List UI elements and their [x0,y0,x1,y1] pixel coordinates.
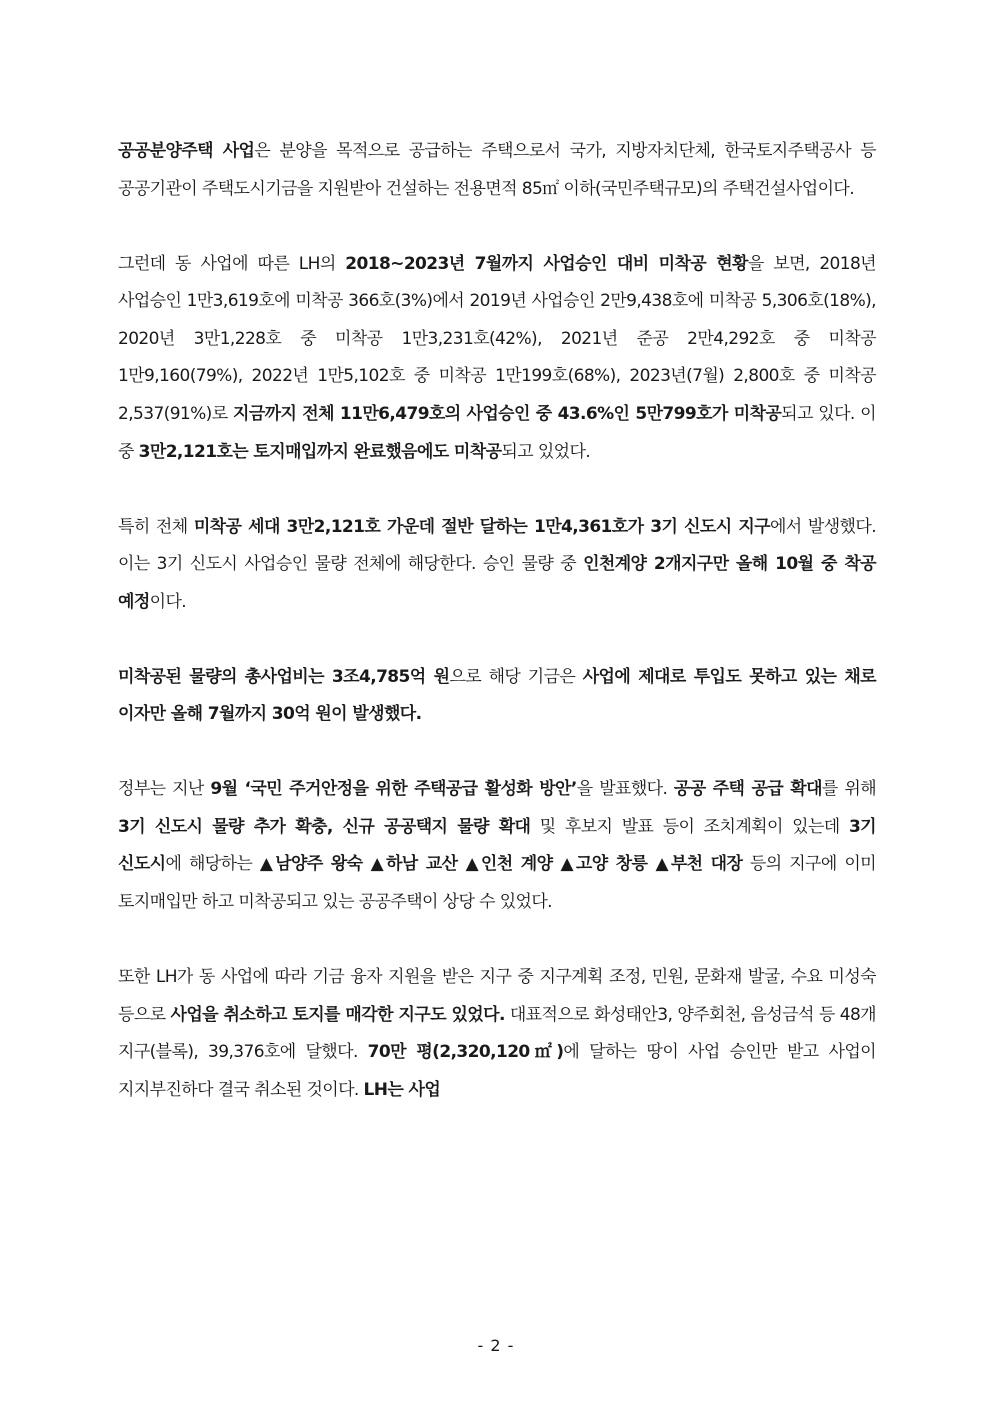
paragraph-government-plan [118,771,876,921]
highlight-new-town-share: 미착공 세대 3만2,121호 가운데 절반 달하는 1만4,361호가 3기 신도시 지구 [193,516,770,537]
highlight-district-list: ▲남양주 왕숙 ▲하남 교산 ▲인천 계양 ▲고양 창릉 ▲부천 대장 [259,854,743,875]
paragraph-text: 이다. [149,591,187,612]
paragraph-third-new-towns [118,509,876,622]
paragraph-text: 에 해당하는 [165,854,260,875]
highlight-public-housing-project: 공공분양주택 사업 [118,141,255,161]
paragraph-text: 정부는 지난 [118,779,211,800]
document-body [118,133,876,1109]
paragraph-text: 대표적으로 화성태안3, 양주회천, 음성금석 등 48개 지구(블록), 39,376호에 달했다. [118,1004,876,1063]
paragraph-text: 그런데 동 사업에 따른 LH의 [118,253,346,274]
paragraph-project-cost [118,659,876,734]
highlight-incheon-gyeyang: 인천계양 2개지구만 올해 10월 중 착공 예정 [118,554,876,612]
paragraph-text: 등의 지구에 이미 토지매입만 하고 미착공되고 있는 공공주택이 상당 수 있었다. [118,854,876,913]
paragraph-text: 에 달하는 땅이 사업 승인만 받고 사업이 지지부진하다 결국 취소된 것이다. [118,1042,876,1100]
highlight-third-new-town: 3기 신도시 [118,816,877,875]
highlight-land-purchased-unstarted: 3만2,121호는 토지매입까지 완료했음에도 미착공 [138,441,502,462]
highlight-interest-cost: 사업에 제대로 투입도 못하고 있는 채로 이자만 올해 7월까지 30억 원이 발생했다. [118,666,877,725]
paragraph-text: 되고 있다. 이 중 [118,403,876,462]
paragraph-text: 을 보면, 2018년 사업승인 1만3,619호에 미착공 366호(3%)에서 2019년 사업승인 2만9,438호에 미착공 5,306호(18%), 2020년 3만1,228호 중 미착공 1만3,231호(42%), 2021년 준공 2만4,292호 중 미착공 1만9,160(79%), 2022년 1만5,102호 중 미착공 1만199호(68%), 2023년(7월) 2,800호 중 미착공 2,537(91%)로 [118,253,877,424]
paragraph-text: 은 분양을 목적으로 공급하는 주택으로서 국가, 지방자치단체, 한국토지주택공사 등 공공기관이 주택도시기금을 지원받아 건설하는 전용면적 85㎡ 이하(국민주택규모)의 주택건설사업이다. [118,141,876,199]
highlight-land-area: 70만 평(2,320,120㎡) [367,1042,564,1063]
paragraph-cancelled-projects [118,959,876,1109]
highlight-total-unstarted: 지금까지 전체 11만6,479호의 사업승인 중 43.6%인 5만799호가 미착공 [233,403,782,424]
paragraph-text: 에서 발생했다. 이는 3기 신도시 사업승인 물량 전체에 해당한다. 승인 물량 중 [118,516,877,575]
paragraph-unstarted-status [118,246,876,472]
highlight-supply-plan: 9월 ‘국민 주거안정을 위한 주택공급 활성화 방안’ [210,779,577,800]
page-number: - 2 - [477,1336,515,1355]
highlight-total-cost: 미착공된 물량의 총사업비는 3조4,785억 원 [118,666,450,687]
highlight-status-period: 2018~2023년 7월까지 사업승인 대비 미착공 현황 [345,253,748,274]
highlight-new-town-expansion: 3기 신도시 물량 추가 확충, 신규 공공택지 물량 확대 [118,816,531,837]
paragraph-text: 되고 있었다. [501,441,591,462]
paragraph-public-housing-definition [118,133,876,208]
paragraph-text: 또한 LH가 동 사업에 따라 기금 융자 지원을 받은 지구 중 지구계획 조정, 민원, 문화재 발굴, 수요 미성숙 등으로 [118,967,876,1025]
highlight-supply-expansion: 공공 주택 공급 확대 [673,779,822,800]
paragraph-text: 및 후보지 발표 등이 조치계획이 있는데 [530,816,849,837]
paragraph-text: 으로 해당 기금은 [449,666,583,687]
highlight-lh-continues: LH는 사업 [363,1079,441,1100]
highlight-cancelled-districts: 사업을 취소하고 토지를 매각한 지구도 있었다. [170,1004,505,1025]
paragraph-text: 특히 전체 [118,516,194,537]
paragraph-text: 을 발표했다. [576,779,674,800]
paragraph-text: 를 위해 [821,779,877,800]
